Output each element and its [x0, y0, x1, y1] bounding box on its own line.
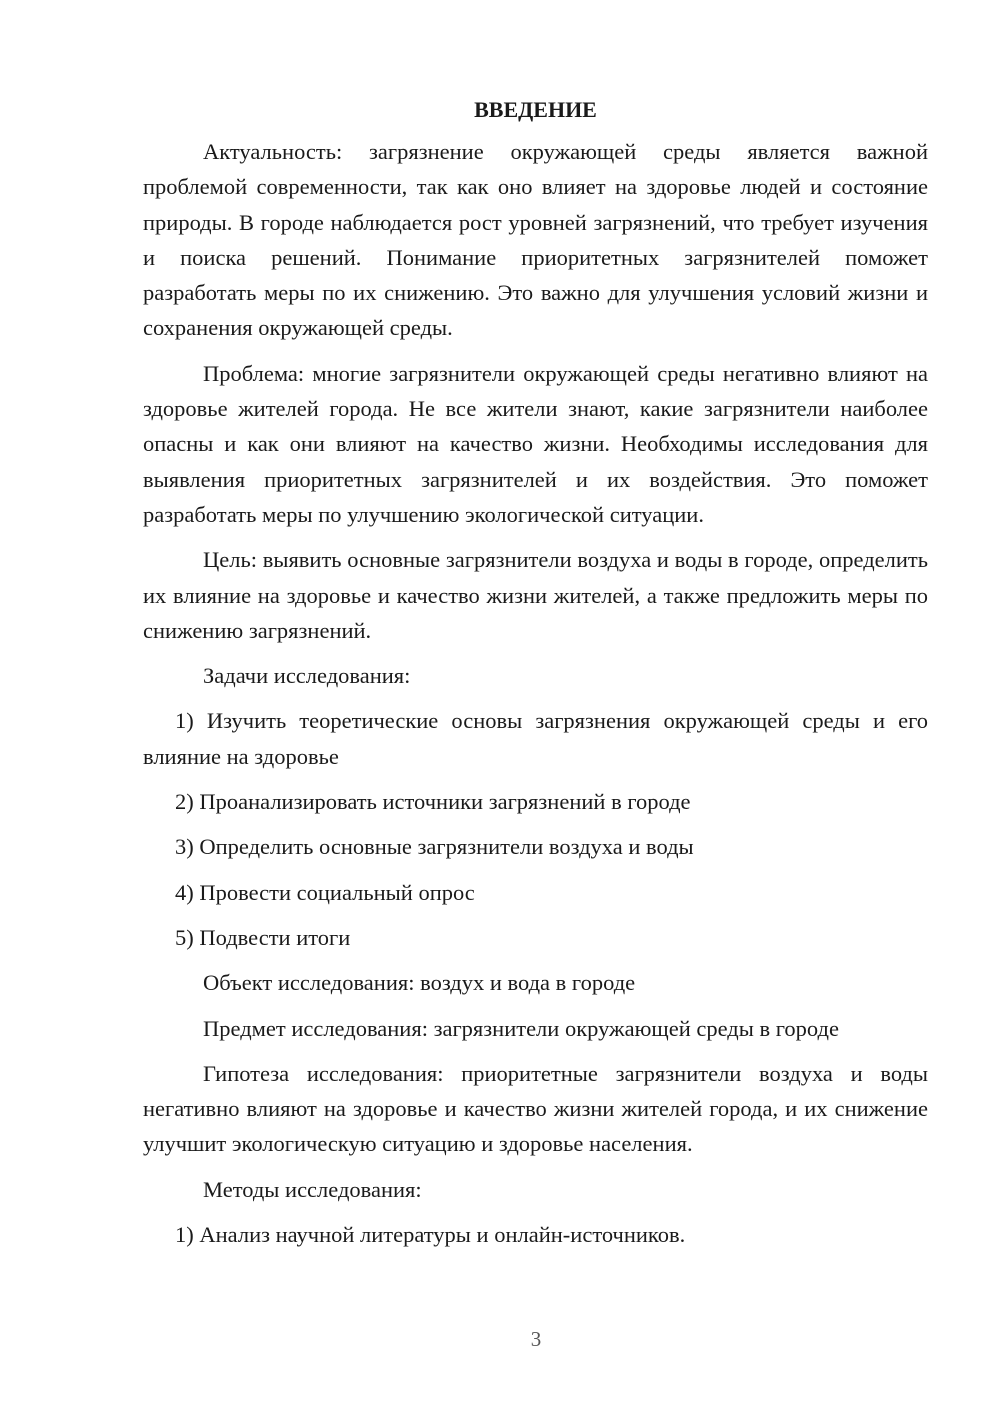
task-item: 4) Провести социальный опрос	[175, 879, 475, 905]
page-title: ВВЕДЕНИЕ	[474, 97, 597, 122]
problem-paragraph: Проблема: многие загрязнители окружающей среды негативно влияют на здоровье жителей города. Не все жители знают, какие загрязнители наиболее опасны и как они влияют на качество жизни. Необходимы исследования для выявления приоритетных загрязнителей и их воздействия. Это поможет разработать меры по улучшению экологической ситуации.	[143, 360, 928, 527]
relevance-paragraph: Актуальность: загрязнение окружающей среды является важной проблемой современности, так как оно влияет на здоровье людей и состояние природы. В городе наблюдается рост уровней загрязнений, что требует изучения и поиска решений. Понимание приоритетных загрязнителей поможет разработать меры по их снижению. Это важно для улучшения условий жизни и сохранения окружающей среды.	[143, 139, 928, 341]
document-page	[143, 92, 928, 1262]
page-number: 3	[530, 1327, 542, 1351]
task-item: 5) Подвести итоги	[175, 924, 351, 950]
tasks-heading: Задачи исследования:	[203, 663, 411, 689]
method-item: 1) Анализ научной литературы и онлайн-источников.	[175, 1222, 686, 1248]
task-item: 2) Проанализировать источники загрязнений в городе	[175, 789, 691, 815]
task-item: 3) Определить основные загрязнители воздуха и воды	[175, 834, 694, 860]
research-subject: Предмет исследования: загрязнители окружающей среды в городе	[203, 1015, 839, 1041]
methods-heading: Методы исследования:	[203, 1176, 422, 1202]
hypothesis-paragraph: Гипотеза исследования: приоритетные загрязнители воздуха и воды негативно влияют на здоровье и качество жизни жителей города, и их снижение улучшит экологическую ситуацию и здоровье населения.	[143, 1060, 928, 1157]
task-item: 1) Изучить теоретические основы загрязнения окружающей среды и его влияние на здоровье	[143, 708, 928, 769]
goal-paragraph: Цель: выявить основные загрязнители воздуха и воды в городе, определить их влияние на здоровье и качество жизни жителей, а также предложить меры по снижению загрязнений.	[143, 547, 928, 643]
research-object: Объект исследования: воздух и вода в городе	[203, 970, 636, 996]
